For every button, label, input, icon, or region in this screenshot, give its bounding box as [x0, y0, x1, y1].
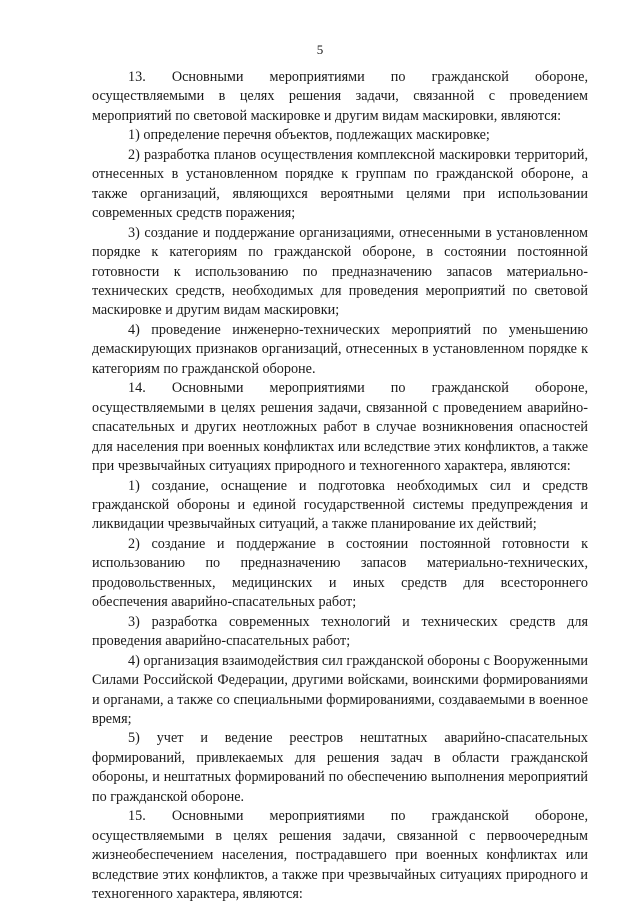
paragraph-14-item-3: 3) разработка современных технологий и технических средств для проведения аварийно-спасательных работ;	[92, 613, 588, 650]
paragraph-13: 13. Основными мероприятиями по гражданской обороне, осуществляемыми в целях решения задачи, связанной с проведением мероприятий по световой маскировке и другим видам маскировки, являются:	[92, 69, 588, 124]
paragraph-15: 15. Основными мероприятиями по гражданской обороне, осуществляемыми в целях решения задачи, связанной с первоочередным жизнеобеспечением населения, пострадавшего при военных конфликтах или вследствие этих конфликтов, а также при чрезвычайных ситуациях природного и техногенного характера, являются:	[92, 808, 588, 903]
paragraph-14-item-2: 2) создание и поддержание в состоянии постоянной готовности к использованию по предназначению запасов материально-технических, продовольственных, медицинских и иных средств для всестороннего обеспечения аварийно-спасательных работ;	[92, 535, 588, 611]
paragraph-13-item-1: 1) определение перечня объектов, подлежащих маскировке;	[128, 127, 490, 144]
paragraph-13-item-2: 2) разработка планов осуществления комплексной маскировки территорий, отнесенных в установленном порядке к группам по гражданской обороне, а также организаций, являющихся вероятными целями при использовании современных средств поражения;	[92, 146, 588, 222]
paragraph-14: 14. Основными мероприятиями по гражданской обороне, осуществляемыми в целях решения задачи, связанной с проведением аварийно-спасательных и других неотложных работ в случае возникновения опасностей для населения при военных конфликтах или вследствие этих конфликтов, а также при чрезвычайных ситуациях природного и техногенного характера, являются:	[92, 380, 588, 475]
paragraph-13-item-4: 4) проведение инженерно-технических мероприятий по уменьшению демаскирующих признаков организаций, отнесенных в установленном порядке к категориям по гражданской обороне.	[92, 321, 588, 377]
paragraph-14-item-5: 5) учет и ведение реестров нештатных аварийно-спасательных формирований, привлекаемых для решения задач в области гражданской обороны, и нештатных формирований по обеспечению выполнения мероприятий по гражданской обороне.	[92, 730, 588, 805]
page-number: 5	[316, 42, 324, 57]
paragraph-14-item-4: 4) организация взаимодействия сил гражданской обороны с Вооруженными Силами Российской Федерации, другими войсками, воинскими формированиями и органами, а также со специальными формированиями, создаваемыми в военное время;	[92, 652, 588, 727]
paragraph-14-item-1: 1) создание, оснащение и подготовка необходимых сил и средств гражданской обороны и единой государственной системы предупреждения и ликвидации чрезвычайных ситуаций, а также планирование их действий;	[92, 477, 588, 533]
document-body	[92, 68, 588, 904]
paragraph-13-item-3: 3) создание и поддержание организациями, отнесенными в установленном порядке к категориям по гражданской обороне, в состоянии постоянной готовности к использованию по предназначению запасов материально-технических средств, необходимых для проведения мероприятий по световой маскировке и другим видам маскировки;	[92, 224, 588, 319]
